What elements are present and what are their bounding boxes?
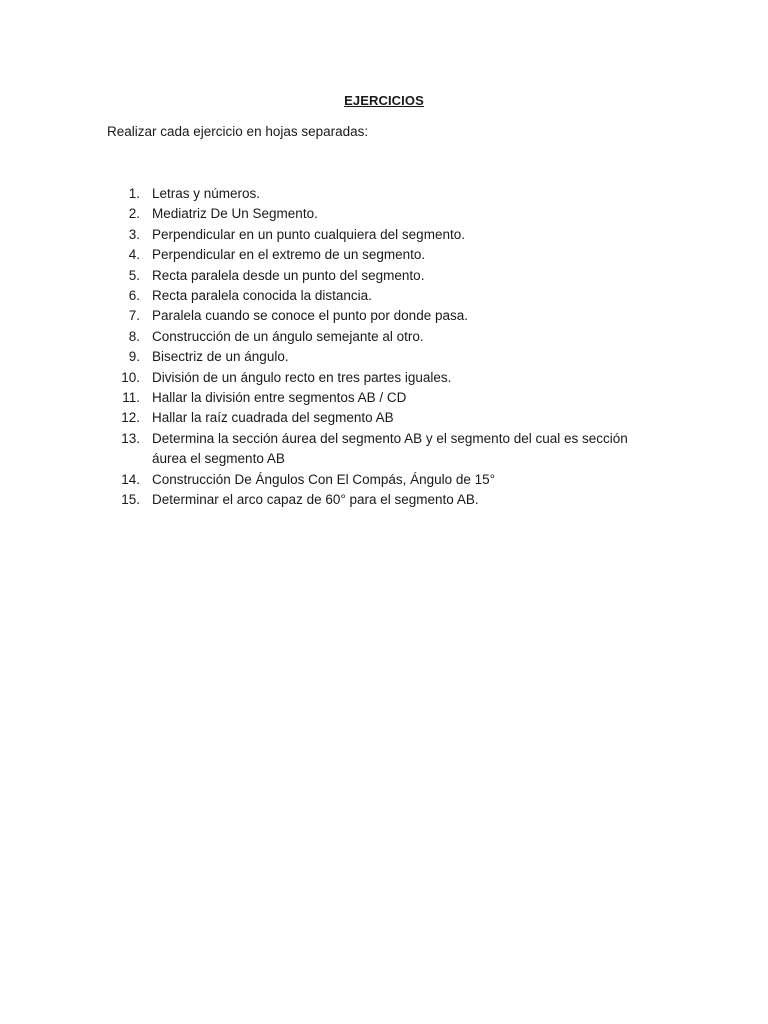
item-number: 5.	[128, 267, 140, 283]
list-item	[107, 266, 647, 286]
item-text: Construcción de un ángulo semejante al otro.	[152, 328, 424, 344]
item-number: 1.	[128, 186, 140, 201]
item-number: 10.	[121, 369, 140, 385]
item-number: 9.	[128, 349, 140, 365]
item-text: Recta paralela desde un punto del segmento.	[152, 267, 425, 283]
list-item	[107, 225, 647, 245]
list-item	[107, 490, 647, 510]
item-number: 12.	[121, 410, 140, 426]
item-text: Hallar la división entre segmentos AB / CD	[152, 390, 407, 406]
item-number: 14.	[121, 471, 140, 487]
item-text: Determina la sección áurea del segmento AB y el segmento del cual es sección áurea el segmento AB	[152, 430, 628, 467]
item-text: Perpendicular en el extremo de un segmento.	[152, 247, 426, 263]
item-number: 3.	[128, 226, 140, 242]
page-title: EJERCICIOS	[344, 93, 424, 108]
intro-text: Realizar cada ejercicio en hojas separadas:	[107, 124, 369, 139]
list-item	[107, 184, 647, 204]
item-text: Paralela cuando se conoce el punto por donde pasa.	[152, 308, 468, 324]
list-item	[107, 470, 647, 490]
list-item	[107, 408, 647, 428]
list-item	[107, 286, 647, 306]
item-number: 11.	[122, 390, 140, 406]
list-item	[107, 306, 647, 326]
item-text: Recta paralela conocida la distancia.	[152, 288, 372, 304]
item-number: 8.	[128, 328, 140, 344]
list-item	[107, 245, 647, 265]
item-text: Determinar el arco capaz de 60° para el segmento AB.	[152, 492, 479, 508]
list-item	[107, 327, 647, 347]
item-number: 13.	[121, 430, 140, 446]
item-number: 15.	[121, 492, 140, 508]
exercise-list	[107, 184, 647, 511]
item-text: Hallar la raíz cuadrada del segmento AB	[152, 410, 394, 426]
item-number: 4.	[128, 247, 140, 263]
item-number: 2.	[128, 206, 140, 222]
item-text: División de un ángulo recto en tres partes iguales.	[152, 369, 452, 385]
item-text: Perpendicular en un punto cualquiera del segmento.	[152, 226, 465, 242]
item-text: Construcción De Ángulos Con El Compás, Ángulo de 15°	[152, 471, 496, 487]
item-text: Letras y números.	[152, 186, 261, 201]
list-item	[107, 429, 647, 470]
list-item	[107, 204, 647, 224]
list-item	[107, 368, 647, 388]
item-text: Mediatriz De Un Segmento.	[152, 206, 318, 222]
list-item	[107, 388, 647, 408]
list-item	[107, 347, 647, 367]
item-number: 7.	[128, 308, 140, 324]
item-text: Bisectriz de un ángulo.	[152, 349, 289, 365]
item-number: 6.	[128, 288, 140, 304]
